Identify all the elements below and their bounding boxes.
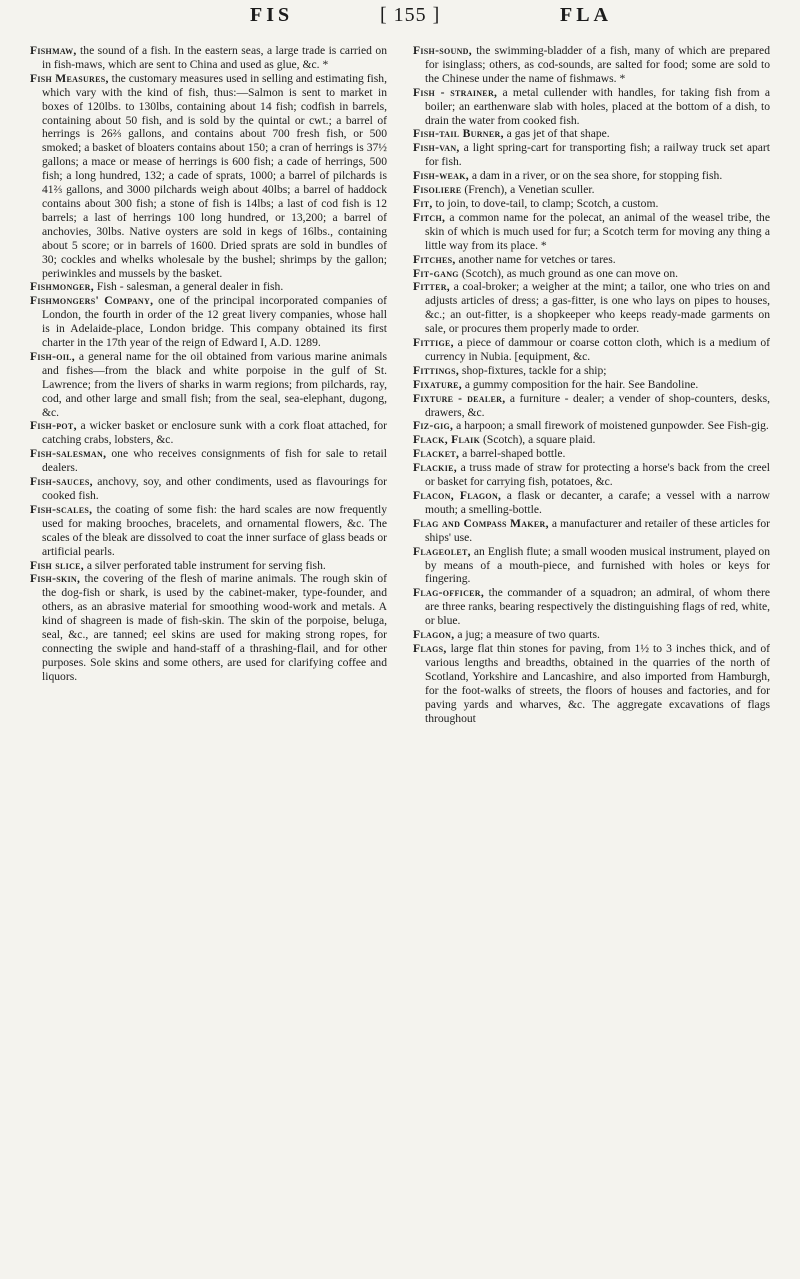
- running-header: [30, 0, 772, 44]
- entry-definition: the covering of the flesh of marine animals. The rough skin of the dog-fish or shark, is used by the cabinet-maker, type-founder, and others, as an abrasive material for smoothing wood-work and metals. A kind of shagreen is made of fish-skin. The skin of the porpoise, beluga, seal, &c., are tanned; eel skins are used for making strong ropes, for connecting the swiple and hand-staff of a thrashing-flail, and for other purposes. Sole skins and some others, are used for clarifying coffee and liquors.: [42, 572, 387, 683]
- entry-headword: Fish - strainer,: [413, 85, 498, 99]
- entry-headword: Fishmonger,: [30, 280, 94, 294]
- entry-headword: Flacon, Flagon,: [413, 489, 502, 502]
- entry-headword: Flagon,: [413, 628, 455, 642]
- dictionary-entry: [413, 183, 770, 197]
- dictionary-entry: [30, 559, 387, 573]
- entry-definition: a manufacturer and retailer of these articles for ships' use.: [425, 516, 770, 544]
- entry-definition: (Scotch), a square plaid.: [480, 433, 596, 447]
- dictionary-entry: [30, 503, 387, 559]
- dictionary-entry: [30, 280, 387, 294]
- entry-headword: Fit,: [413, 196, 433, 210]
- dictionary-entry: [413, 642, 770, 725]
- entry-definition: a coal-broker; a weigher at the mint; a tailor, one who tries on and adjusts articles of dress; a gas-fitter, is one who lays on pipes to houses, &c.; an out-fitter, is a shopkeeper who keeps ready-made garments on sale, or procures them properly made to order.: [425, 280, 770, 336]
- dictionary-entry: [413, 127, 770, 141]
- entry-headword: Fit-gang: [413, 266, 459, 280]
- entry-headword: Flag-officer,: [413, 586, 485, 600]
- entry-definition: the commander of a squadron; an admiral, of whom there are three ranks, bearing respectively the distinguishing flags of red, white, or blue.: [425, 586, 770, 628]
- entry-definition: a harpoon; a small firework of moistened gunpowder. See Fish-gig.: [453, 419, 769, 433]
- entry-headword: Fisoliere: [413, 183, 462, 197]
- dictionary-entry: [413, 169, 770, 183]
- entry-definition: a truss made of straw for protecting a horse's back from the creel or basket for carrying fish, potatoes, &c.: [425, 461, 770, 489]
- entry-headword: Fish-scales,: [30, 502, 93, 516]
- dictionary-entry: [30, 44, 387, 72]
- dictionary-entry: [413, 211, 770, 253]
- entry-definition: large flat thin stones for paving, from 1½ to 3 inches thick, and of various lengths and breadths, obtained in the quarries of the north of Scotland, Yorkshire and Lancashire, and also imported from Hamburgh, for the foot-walks of streets, the floors of houses and factories, and for paving yards and wharves, &c. The aggregate excavations of flags throughout: [425, 641, 770, 725]
- dictionary-entry: [30, 419, 387, 447]
- entry-headword: Fish-oil,: [30, 349, 75, 363]
- entry-headword: Fitch,: [413, 210, 446, 224]
- entry-headword: Fiz-gig,: [413, 419, 454, 433]
- dictionary-entry: [413, 280, 770, 336]
- entry-headword: Fish-pot,: [30, 419, 77, 433]
- dictionary-entry: [413, 433, 770, 447]
- entry-definition: an English flute; a small wooden musical instrument, played on by means of a mouth-piece, and furnished with holes or keys for fingering.: [425, 544, 770, 586]
- entry-definition: a dam in a river, or on the sea shore, for stopping fish.: [468, 169, 723, 183]
- entry-headword: Fish-skin,: [30, 572, 81, 586]
- entry-headword: Fish-salesman,: [30, 447, 107, 461]
- dictionary-entry: [30, 72, 387, 281]
- entry-definition: a wicker basket or enclosure sunk with a cork float attached, for catching crabs, lobsters, &c.: [42, 419, 387, 447]
- entry-headword: Fish-van,: [413, 141, 460, 155]
- dictionary-entry: [413, 197, 770, 211]
- entry-headword: Flack, Flaik: [413, 433, 481, 447]
- entry-definition: a piece of dammour or coarse cotton cloth, which is a medium of currency in Nubia. [equipment, &c.: [425, 336, 770, 363]
- entry-definition: a furniture - dealer; a vender of shop-counters, desks, drawers, &c.: [425, 391, 770, 419]
- entry-headword: Flags,: [413, 641, 447, 655]
- dictionary-entry: [413, 447, 770, 461]
- entry-headword: Fish-weak,: [413, 169, 469, 183]
- entry-headword: Flackie,: [413, 461, 457, 475]
- left-column: [30, 44, 387, 725]
- entry-definition: shop-fixtures, tackle for a ship;: [459, 363, 607, 377]
- dictionary-entry: [30, 350, 387, 420]
- dictionary-entry: [413, 419, 770, 433]
- dictionary-entry: [413, 364, 770, 378]
- entry-headword: Fish Measures,: [30, 71, 109, 85]
- entry-headword: Fishmaw,: [30, 44, 77, 57]
- dictionary-entry: [413, 586, 770, 628]
- entry-definition: (French), a Venetian sculler.: [461, 183, 595, 197]
- entry-headword: Fitches,: [413, 252, 456, 266]
- dictionary-entry: [413, 336, 770, 364]
- dictionary-entry: [413, 86, 770, 128]
- header-right-guideword: FLA: [560, 4, 612, 26]
- entry-definition: anchovy, soy, and other condiments, used as flavourings for cooked fish.: [42, 475, 387, 502]
- header-left-guideword: FIS: [250, 4, 294, 26]
- entry-definition: one who receives consignments of fish for sale to retail dealers.: [42, 447, 387, 475]
- entry-definition: a gummy composition for the hair. See Bandoline.: [461, 377, 699, 391]
- entry-headword: Fittige,: [413, 336, 454, 350]
- entry-headword: Fish slice,: [30, 558, 84, 572]
- entry-headword: Fixature,: [413, 377, 462, 391]
- entry-headword: Fish-tail Burner,: [413, 127, 504, 141]
- dictionary-entry: [30, 294, 387, 350]
- entry-headword: Flag and Compass Maker,: [413, 516, 549, 530]
- entry-definition: the coating of some fish: the hard scales are now frequently used for making brooches, bracelets, and ornamental flowers, &c. The scales of the bleak are dissolved to coat the inner surface of glass beads or artificial pearls.: [42, 502, 387, 558]
- entry-headword: Fishmongers' Company,: [30, 294, 154, 308]
- dictionary-entry: [413, 141, 770, 169]
- entry-definition: the swimming-bladder of a fish, many of which are prepared for isinglass; others, as cod-sounds, are salted for food; some are sold to the Chinese under the name of fishmaws. *: [425, 44, 770, 85]
- entry-definition: to join, to dove-tail, to clamp; Scotch, a custom.: [432, 196, 659, 210]
- dictionary-entry: [30, 572, 387, 683]
- dictionary-entry: [413, 253, 770, 267]
- entry-headword: Flacket,: [413, 447, 460, 461]
- entry-definition: a metal cullender with handles, for taking fish from a boiler; an earthenware slab with holes, placed at the bottom of a dish, to drain the water from cooked fish.: [425, 85, 770, 127]
- entry-definition: a jug; a measure of two quarts.: [454, 628, 600, 642]
- dictionary-entry: [413, 461, 770, 489]
- entry-definition: a silver perforated table instrument for serving fish.: [83, 558, 326, 572]
- dictionary-entry: [413, 392, 770, 420]
- text-columns: [30, 44, 772, 725]
- dictionary-entry: [30, 475, 387, 503]
- entry-definition: a common name for the polecat, an animal of the weasel tribe, the skin of which is much used for fur; a Scotch term for moving any thing a little way from its place. *: [425, 210, 770, 252]
- dictionary-entry: [413, 378, 770, 392]
- dictionary-entry: [413, 44, 770, 86]
- entry-headword: Fittings,: [413, 363, 460, 377]
- entry-headword: Fixture - dealer,: [413, 391, 506, 405]
- entry-definition: a flask or decanter, a carafe; a vessel with a narrow mouth; a smelling-bottle.: [425, 489, 770, 516]
- entry-definition: (Scotch), as much ground as one can move on.: [458, 266, 679, 280]
- entry-headword: Fish-sauces,: [30, 475, 93, 489]
- entry-definition: the customary measures used in selling and estimating fish, which vary with the kind of fish, thus:—Salmon is sent to market in boxes of 120lbs. to 130lbs, containing about 14 fish; codfish in barrels, containing about 50 fish, and is sold by the quintal or cwt.; a barrel of herrings is 26⅔ gallons, and contains about 700 fresh fish, or 500 smoked; a basket of bloaters contains about 150; a cran of herrings is 37½ gallons; a mace or mease of herrings is 600 fish; a cade of herrings, 500 fish; a long hundred, 132; a cade of sprats, 1000; a barrel of pilchards is 41⅔ gallons, and 3000 pilchards weigh about 40lbs; a barrel of haddock contains about 300 fish; a stone of fish is 14lbs; a last of cod fish is 12 barrels; a last of herrings 100 long hundred, or 13,200; a barrel of anchovies, 30lbs. Native oysters are sold in kegs of 16lbs., containing about 5 score; or in barrels of 1600. Dried sprats are sold in bundles of 30; cockles and whelks wholesale by the bushel; shrimps by the gallon; periwinkles and mussels by the basket.: [42, 71, 387, 280]
- entry-definition: a gas jet of that shape.: [503, 127, 610, 141]
- dictionary-entry: [413, 267, 770, 281]
- entry-headword: Fish-sound,: [413, 44, 472, 57]
- right-column: [413, 44, 770, 725]
- entry-headword: Flageolet,: [413, 544, 471, 558]
- entry-definition: a light spring-cart for transporting fish; a railway truck set apart for fish.: [425, 141, 770, 169]
- page-number: [ 155 ]: [380, 4, 441, 26]
- dictionary-entry: [413, 545, 770, 587]
- entry-definition: a general name for the oil obtained from various marine animals and fishes—from the black and white porpoise in the gulf of St. Lawrence; from the livers of sharks in warm regions; from pilchards, ray, cod, and other large and small fish; from the seal, sea-elephant, dugong, &c.: [42, 349, 387, 419]
- entry-definition: one of the principal incorporated companies of London, the fourth in order of the 12 great livery companies, whose hall is in Adelaide-place, London bridge. This company obtained its first charter in the 17th year of the reign of Edward I, A.D. 1289.: [42, 294, 387, 350]
- dictionary-entry: [413, 517, 770, 545]
- entry-definition: Fish - salesman, a general dealer in fish.: [93, 280, 284, 294]
- dictionary-entry: [30, 447, 387, 475]
- dictionary-entry: [413, 489, 770, 517]
- entry-definition: a barrel-shaped bottle.: [459, 447, 566, 461]
- entry-definition: the sound of a fish. In the eastern seas, a large trade is carried on in fish-maws, which are sent to China and used as glue, &c. *: [42, 44, 387, 71]
- dictionary-entry: [413, 628, 770, 642]
- entry-definition: another name for vetches or tares.: [455, 252, 616, 266]
- entry-headword: Fitter,: [413, 280, 450, 294]
